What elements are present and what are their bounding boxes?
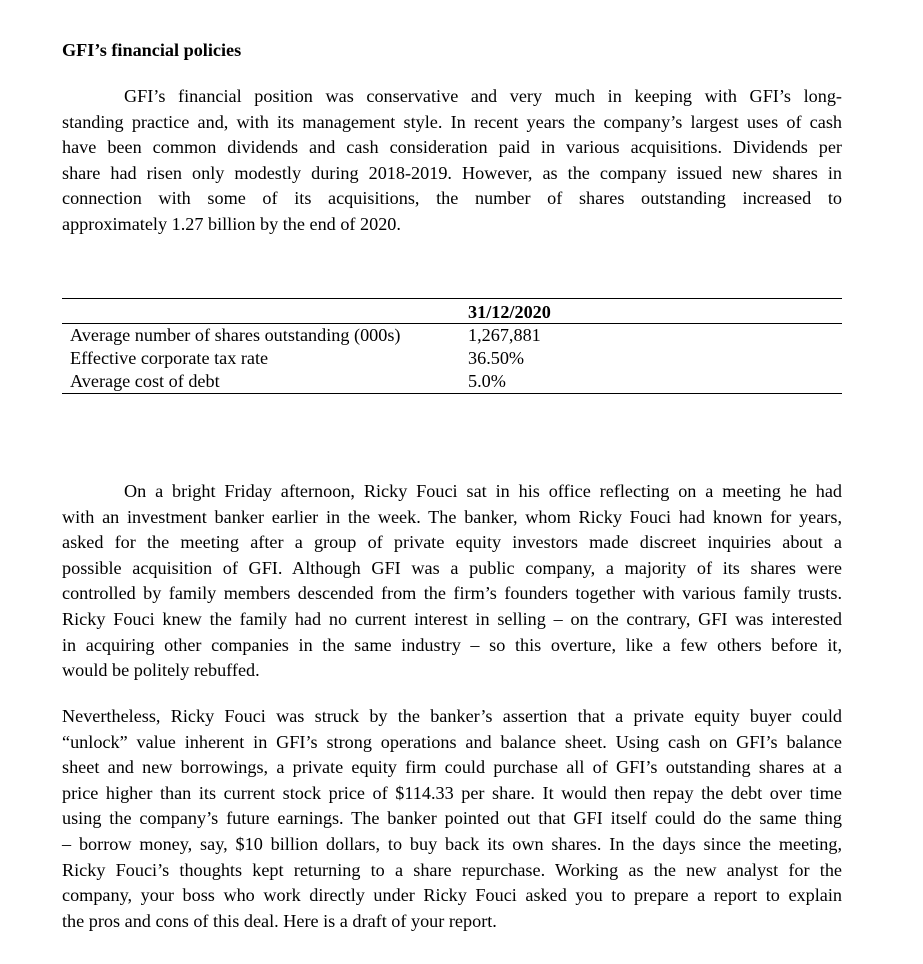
paragraph-share-repurchase xyxy=(62,704,842,934)
text-line: sheet and new borrowings, a private equity firm could purchase all of GFI’s outstanding shares at a xyxy=(62,757,842,778)
text-line: standing practice and, with its management style. In recent years the company’s largest uses of cash xyxy=(62,111,842,132)
paragraph-financial-position xyxy=(62,84,842,238)
row-label: Average number of shares outstanding (000s) xyxy=(70,325,401,345)
table-header-label xyxy=(62,299,468,323)
table-row xyxy=(62,347,842,370)
text-line: – borrow money, say, $10 billion dollars, to buy back its own shares. In the days since the meeting, xyxy=(62,833,842,854)
section-heading: GFI’s financial policies xyxy=(62,40,242,60)
financial-data-table xyxy=(62,298,842,394)
text-line: approximately 1.27 billion by the end of 2020. xyxy=(62,213,401,234)
table-row xyxy=(62,324,842,347)
text-line: GFI’s financial position was conservative and very much in keeping with GFI’s long- xyxy=(124,86,842,106)
text-line: price higher than its current stock price of $114.33 per share. It would then repay the debt over time xyxy=(62,782,842,803)
text-line: asked for the meeting after a group of private equity investors made discreet inquiries about a xyxy=(62,532,842,553)
text-line: connection with some of its acquisitions, the number of shares outstanding increased to xyxy=(62,188,842,209)
row-value: 1,267,881 xyxy=(468,325,541,345)
text-line: the pros and cons of this deal. Here is a draft of your report. xyxy=(62,910,497,931)
text-line: have been common dividends and cash consideration paid in various acquisitions. Dividends per xyxy=(62,137,842,158)
text-line: in acquiring other companies in the same industry – so this overture, like a few others before it, xyxy=(62,634,842,655)
text-line: On a bright Friday afternoon, Ricky Fouci sat in his office reflecting on a meeting he had xyxy=(124,481,842,501)
text-line: share had risen only modestly during 2018-2019. However, as the company issued new shares in xyxy=(62,162,842,183)
text-line: would be politely rebuffed. xyxy=(62,660,260,681)
text-line: possible acquisition of GFI. Although GFI was a public company, a majority of its shares were xyxy=(62,557,842,578)
text-line: “unlock” value inherent in GFI’s strong operations and balance sheet. Using cash on GFI’s balance xyxy=(62,731,842,752)
text-line: Ricky Fouci’s thoughts kept returning to a share repurchase. Working as the new analyst for the xyxy=(62,859,842,880)
text-line: with an investment banker earlier in the week. The banker, whom Ricky Fouci had known for years, xyxy=(62,506,842,527)
text-line: controlled by family members descended from the firm’s founders together with various family trusts. xyxy=(62,583,842,604)
row-value: 36.50% xyxy=(468,348,525,368)
table-bottom-rule xyxy=(62,393,842,394)
text-line: Nevertheless, Ricky Fouci was struck by the banker’s assertion that a private equity buyer could xyxy=(62,706,842,726)
table-header-date: 31/12/2020 xyxy=(468,302,551,322)
row-label: Average cost of debt xyxy=(70,371,220,391)
table-header-row xyxy=(62,299,842,323)
text-line: company, your boss who work directly under Ricky Fouci asked you to prepare a report to explain xyxy=(62,885,842,906)
text-line: Ricky Fouci knew the family had no current interest in selling – on the contrary, GFI was interested xyxy=(62,608,842,629)
table-row xyxy=(62,370,842,393)
row-value: 5.0% xyxy=(468,371,506,391)
row-label: Effective corporate tax rate xyxy=(70,348,269,368)
text-line: using the company’s future earnings. The banker pointed out that GFI itself could do the same thing xyxy=(62,808,842,829)
paragraph-banker-meeting xyxy=(62,479,842,684)
